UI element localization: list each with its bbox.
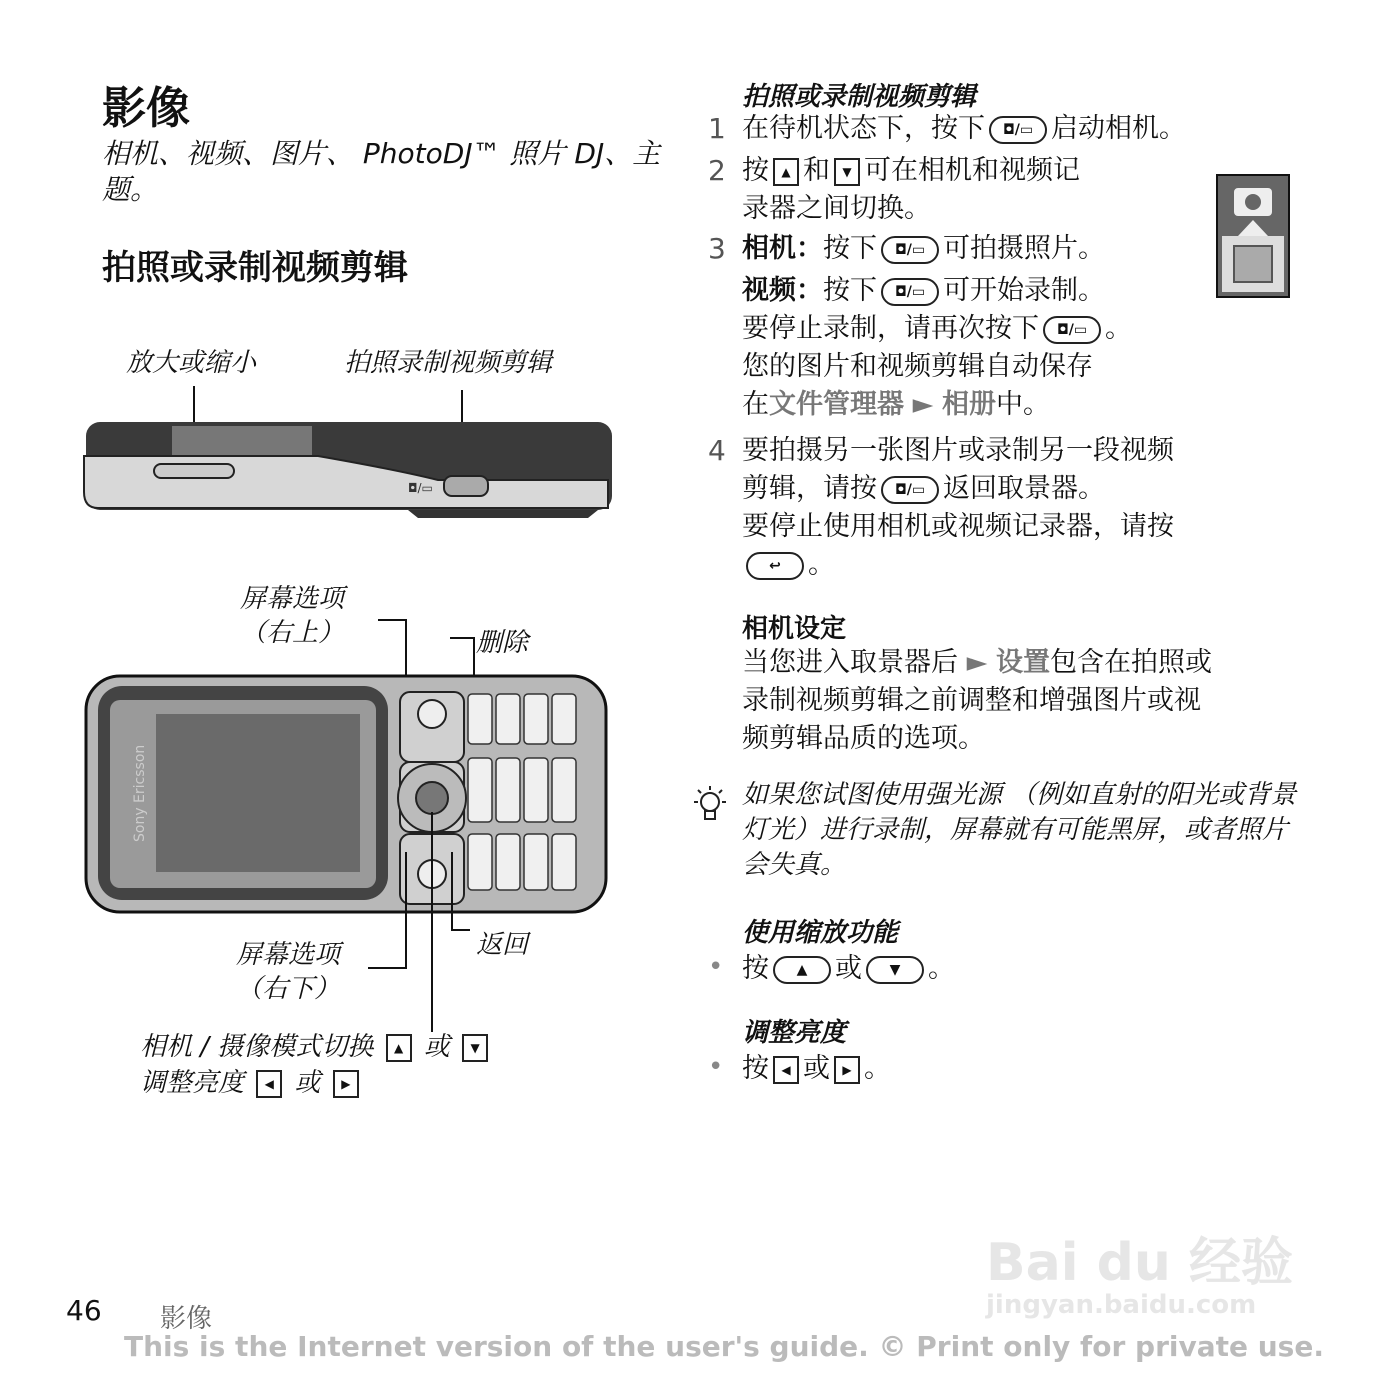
zoom-or: 或: [835, 953, 862, 984]
screen-option-bottom-label: 屏幕选项: [236, 940, 341, 970]
step-1-text-a: 在待机状态下，按下: [742, 113, 985, 144]
camera-settings-heading: 相机设定: [742, 614, 847, 644]
zoom-heading: 使用缩放功能: [742, 918, 899, 948]
brand-text: Sony Ericsson: [132, 744, 148, 842]
baidu-watermark-url: jingyan.baidu.com: [986, 1290, 1257, 1320]
step-3-stop-b: 。: [1105, 313, 1132, 344]
page-title: 影像: [102, 83, 190, 134]
step-4-text-b2: 返回取景器。: [943, 473, 1105, 504]
step-number: 1: [708, 112, 726, 145]
back-callout: 返回: [476, 930, 529, 960]
step-4-text-b1: 剪辑，请按: [742, 473, 877, 504]
bright-text-a: 按: [742, 1053, 769, 1084]
step-2-text-b: 和: [803, 155, 830, 186]
screen-option-top-label: 屏幕选项: [240, 584, 345, 614]
step-3: [742, 230, 1132, 424]
cam-settings-d: 频剪辑品质的选项。: [742, 723, 985, 754]
camera-video-key-icon: ◘/▭: [989, 116, 1047, 144]
camera-label: 相机：: [742, 233, 823, 264]
step-3-camera-b: 可拍摄照片。: [943, 233, 1105, 264]
step-1-text-b: 启动相机。: [1051, 113, 1186, 144]
lightbulb-icon: [690, 784, 730, 828]
zoom-end: 。: [928, 953, 955, 984]
brightness-label: 调整亮度: [140, 1068, 245, 1098]
step-4-text-c: 要停止使用相机或视频记录器，请按: [742, 511, 1174, 542]
phone-side-view: [78, 380, 618, 520]
step-3-loc-a: 在: [742, 389, 769, 420]
camera-video-key-icon: ◘/▭: [881, 278, 939, 306]
camera-settings-text: [742, 644, 1212, 758]
tip-text: 如果您试图使用强光源 （例如直射的阳光或背景灯光）进行录制，屏幕就有可能黑屏，或者照片会失真。: [742, 780, 1297, 880]
footer-section: 影像: [160, 1304, 213, 1334]
left-nav-icon: ◀: [256, 1070, 282, 1098]
step-2-text-c: 可在相机和视频记: [864, 155, 1080, 186]
right-heading: 拍照或录制视频剪辑: [742, 82, 977, 112]
baidu-watermark-logo: Bai du 经验: [986, 1233, 1293, 1293]
mode-switch-callout: [140, 1026, 492, 1063]
zoom-text-a: 按: [742, 953, 769, 984]
step-3-video-b: 可开始录制。: [943, 275, 1105, 306]
right-nav-icon: ▶: [333, 1070, 359, 1098]
bright-or: 或: [803, 1053, 830, 1084]
brightness-callout: [140, 1062, 363, 1099]
step-number: 3: [708, 232, 726, 265]
settings-link[interactable]: 设置: [995, 647, 1050, 678]
step-2-text-a: 按: [742, 155, 769, 186]
brightness-instruction: [742, 1050, 891, 1088]
intro-text: 相机、视频、图片、 PhotoDJ™ 照片 DJ、主题。: [102, 137, 661, 206]
or-text: 或: [423, 1032, 450, 1062]
cam-settings-a: 当您进入取景器后: [742, 647, 958, 678]
down-nav-icon: ▼: [462, 1034, 488, 1062]
arrow-icon: ►: [966, 647, 988, 678]
step-2-text-d: 录器之间切换。: [742, 193, 931, 224]
footer-note: This is the Internet version of the user's guide. © Print only for private use.: [124, 1330, 1324, 1363]
step-number: 4: [708, 434, 726, 467]
zoom-callout: 放大或缩小: [126, 348, 257, 378]
step-4-text-d: 。: [808, 549, 835, 580]
mode-switch-label: 相机 / 摄像模式切换: [140, 1032, 374, 1062]
brightness-heading: 调整亮度: [742, 1018, 847, 1048]
up-nav-icon: ▲: [386, 1034, 412, 1062]
svg-text:◘/▭: ◘/▭: [408, 481, 433, 495]
camera-video-key-icon: ◘/▭: [881, 476, 939, 504]
capture-callout: 拍照录制视频剪辑: [344, 348, 553, 378]
left-nav-icon: ◀: [773, 1056, 799, 1084]
screen-option-top-paren: （右上）: [240, 618, 345, 648]
up-nav-icon: ▲: [773, 956, 831, 984]
video-label: 视频：: [742, 275, 823, 306]
step-number: 2: [708, 154, 726, 187]
phone-front-view: [82, 612, 612, 1042]
delete-callout: 删除: [476, 628, 529, 658]
camera-video-key-icon: ◘/▭: [881, 236, 939, 264]
album-link[interactable]: 相册: [941, 389, 996, 420]
bullet: •: [708, 1052, 724, 1082]
section-heading: 拍照或录制视频剪辑: [102, 248, 408, 288]
down-nav-icon: ▼: [866, 956, 924, 984]
step-4: [742, 432, 1174, 584]
camera-video-mode-icon: [1216, 174, 1290, 298]
back-key-icon: ↩: [746, 552, 804, 580]
screen-option-bottom-callout: [236, 938, 340, 1006]
file-manager-link[interactable]: 文件管理器: [769, 389, 904, 420]
bullet: •: [708, 952, 724, 982]
step-3-camera-a: 按下: [823, 233, 877, 264]
step-3-stop-a: 要停止录制，请再次按下: [742, 313, 1039, 344]
step-3-loc-b: 中。: [995, 389, 1050, 420]
up-nav-icon: ▲: [773, 158, 799, 186]
down-nav-icon: ▼: [834, 158, 860, 186]
bright-end: 。: [864, 1053, 891, 1084]
or-text: 或: [294, 1068, 321, 1098]
step-2: [742, 152, 1080, 228]
step-3-video-a: 按下: [823, 275, 877, 306]
camera-video-key-icon: ◘/▭: [1043, 316, 1101, 344]
cam-settings-b: 包含在拍照或: [1049, 647, 1212, 678]
page-number: 46: [66, 1294, 102, 1327]
step-3-save: 您的图片和视频剪辑自动保存: [742, 351, 1093, 382]
step-4-text-a: 要拍摄另一张图片或录制另一段视频: [742, 435, 1174, 466]
right-nav-icon: ▶: [834, 1056, 860, 1084]
zoom-instruction: [742, 950, 955, 988]
screen-option-bottom-paren: （右下）: [236, 974, 341, 1004]
step-1: [742, 110, 1186, 148]
arrow-icon: ►: [912, 389, 934, 420]
cam-settings-c: 录制视频剪辑之前调整和增强图片或视: [742, 685, 1201, 716]
